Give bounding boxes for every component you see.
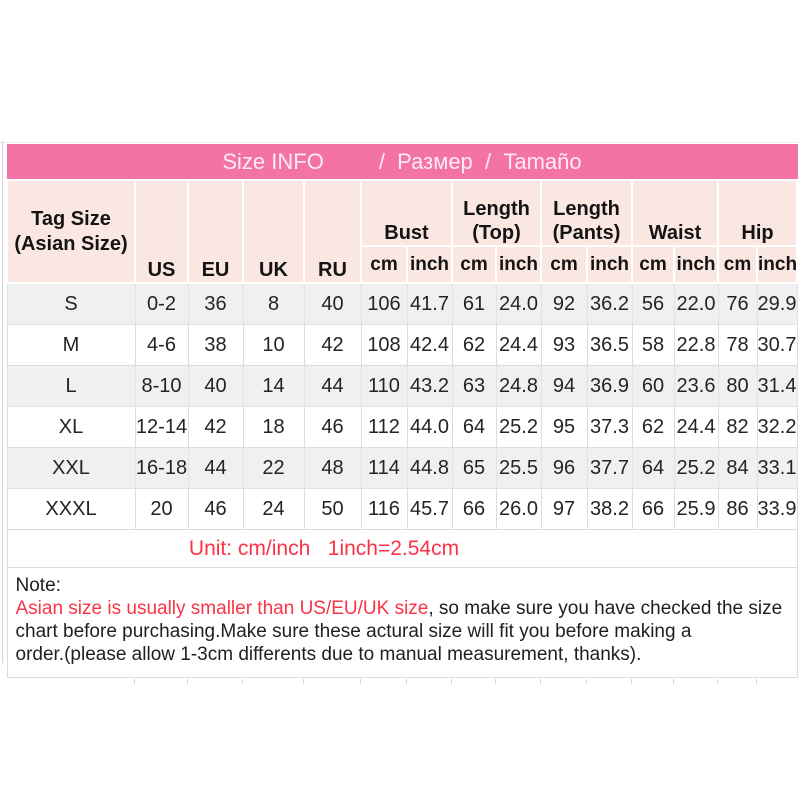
unit-header-cm: cm: [361, 246, 407, 283]
value-cell: 65: [452, 448, 496, 489]
value-cell: 24.4: [674, 407, 718, 448]
value-cell: 110: [361, 366, 407, 407]
unit-note-text: Unit: cm/inch 1inch=2.54cm: [188, 536, 460, 560]
value-cell: 56: [632, 283, 674, 325]
value-cell: 33.9: [757, 489, 797, 530]
unit-header-inch: inch: [587, 246, 632, 283]
size-cell: M: [7, 325, 135, 366]
note-line-3: order.(please allow 1-3cm differents due to manual measurement, thanks).: [15, 644, 642, 665]
value-cell: 36: [188, 283, 243, 325]
value-cell: 84: [718, 448, 757, 489]
value-cell: 80: [718, 366, 757, 407]
value-cell: 8: [243, 283, 304, 325]
value-cell: 63: [452, 366, 496, 407]
value-cell: 82: [718, 407, 757, 448]
value-cell: 43.2: [407, 366, 452, 407]
header-eu: EU: [188, 180, 243, 283]
value-cell: 22: [243, 448, 304, 489]
note-line-2: chart before purchasing.Make sure these actural size will fit you before making a: [15, 621, 692, 642]
value-cell: 32.2: [757, 407, 797, 448]
unit-header-inch: inch: [496, 246, 541, 283]
value-cell: 30.7: [757, 325, 797, 366]
value-cell: 10: [243, 325, 304, 366]
value-cell: 96: [541, 448, 587, 489]
size-row-m: [7, 325, 797, 366]
header-waist: Waist: [632, 180, 718, 246]
unit-header-inch: inch: [407, 246, 452, 283]
value-cell: 44.8: [407, 448, 452, 489]
size-cell: XXXL: [7, 489, 135, 530]
value-cell: 97: [541, 489, 587, 530]
table-title-text: Size INFO / Размер / Tamaño: [222, 149, 582, 174]
size-row-xxl: [7, 448, 797, 489]
value-cell: 25.9: [674, 489, 718, 530]
title-row: [7, 145, 797, 181]
size-row-s: [7, 283, 797, 325]
value-cell: 37.3: [587, 407, 632, 448]
note-line-1: [16, 597, 789, 620]
value-cell: 44.0: [407, 407, 452, 448]
value-cell: 37.7: [587, 448, 632, 489]
value-cell: 36.5: [587, 325, 632, 366]
size-cell: XXL: [7, 448, 135, 489]
value-cell: 31.4: [757, 366, 797, 407]
value-cell: 42: [304, 325, 361, 366]
tag-size-header: Tag Size (Asian Size): [7, 180, 135, 283]
size-row-xxxl: [7, 489, 797, 530]
value-cell: 46: [188, 489, 243, 530]
value-cell: 38: [188, 325, 243, 366]
value-cell: 62: [632, 407, 674, 448]
value-cell: 24: [243, 489, 304, 530]
size-row-xl: [7, 407, 797, 448]
value-cell: 61: [452, 283, 496, 325]
value-cell: 46: [304, 407, 361, 448]
value-cell: 60: [632, 366, 674, 407]
value-cell: 22.0: [674, 283, 718, 325]
header-ru: RU: [304, 180, 361, 283]
value-cell: 66: [632, 489, 674, 530]
value-cell: 44: [304, 366, 361, 407]
value-cell: 42: [188, 407, 243, 448]
unit-header-cm: cm: [718, 246, 757, 283]
sheet-gridline-top: [0, 142, 798, 143]
value-cell: 24.0: [496, 283, 541, 325]
size-table: [6, 144, 798, 678]
sheet-gridline-ticks: [6, 679, 796, 685]
unit-header-cm: cm: [452, 246, 496, 283]
unit-note-row: [7, 530, 797, 568]
value-cell: 64: [452, 407, 496, 448]
table-title: [7, 145, 797, 181]
value-cell: 16-18: [135, 448, 188, 489]
unit-header-inch: inch: [757, 246, 797, 283]
value-cell: 40: [188, 366, 243, 407]
value-cell: 25.2: [496, 407, 541, 448]
value-cell: 22.8: [674, 325, 718, 366]
value-cell: 0-2: [135, 283, 188, 325]
note-row: [7, 568, 797, 678]
value-cell: 36.2: [587, 283, 632, 325]
value-cell: 25.2: [674, 448, 718, 489]
value-cell: 45.7: [407, 489, 452, 530]
value-cell: 29.9: [757, 283, 797, 325]
value-cell: 112: [361, 407, 407, 448]
value-cell: 116: [361, 489, 407, 530]
value-cell: 4-6: [135, 325, 188, 366]
value-cell: 36.9: [587, 366, 632, 407]
value-cell: 44: [188, 448, 243, 489]
value-cell: 8-10: [135, 366, 188, 407]
sheet-gridline-left: [2, 141, 3, 663]
value-cell: 14: [243, 366, 304, 407]
value-cell: 41.7: [407, 283, 452, 325]
value-cell: 64: [632, 448, 674, 489]
value-cell: 92: [541, 283, 587, 325]
header-hip: Hip: [718, 180, 797, 246]
value-cell: 40: [304, 283, 361, 325]
note-line-1-rest: , so make sure you have checked the size: [428, 598, 783, 619]
value-cell: 58: [632, 325, 674, 366]
header-us: US: [135, 180, 188, 283]
value-cell: 12-14: [135, 407, 188, 448]
value-cell: 114: [361, 448, 407, 489]
note-label: Note:: [15, 575, 61, 596]
size-cell: S: [7, 283, 135, 325]
size-cell: L: [7, 366, 135, 407]
value-cell: 24.4: [496, 325, 541, 366]
value-cell: 25.5: [496, 448, 541, 489]
value-cell: 23.6: [674, 366, 718, 407]
header-uk: UK: [243, 180, 304, 283]
header-length-top: Length (Top): [452, 180, 541, 246]
value-cell: 95: [541, 407, 587, 448]
value-cell: 42.4: [407, 325, 452, 366]
size-cell: XL: [7, 407, 135, 448]
value-cell: 66: [452, 489, 496, 530]
header-bust: Bust: [361, 180, 452, 246]
value-cell: 76: [718, 283, 757, 325]
size-row-l: [7, 366, 797, 407]
value-cell: 108: [361, 325, 407, 366]
value-cell: 86: [718, 489, 757, 530]
value-cell: 78: [718, 325, 757, 366]
note-block: [7, 568, 797, 678]
value-cell: 50: [304, 489, 361, 530]
unit-header-cm: cm: [632, 246, 674, 283]
value-cell: 26.0: [496, 489, 541, 530]
note-highlight: Asian size is usually smaller than US/EU/UK size: [15, 598, 429, 619]
value-cell: 38.2: [587, 489, 632, 530]
value-cell: 48: [304, 448, 361, 489]
unit-header-cm: cm: [541, 246, 587, 283]
unit-header-inch: inch: [674, 246, 718, 283]
header-length-pants: Length (Pants): [541, 180, 632, 246]
value-cell: 62: [452, 325, 496, 366]
value-cell: 93: [541, 325, 587, 366]
value-cell: 106: [361, 283, 407, 325]
value-cell: 94: [541, 366, 587, 407]
value-cell: 24.8: [496, 366, 541, 407]
unit-note-cell: [7, 530, 797, 568]
value-cell: 33.1: [757, 448, 797, 489]
value-cell: 18: [243, 407, 304, 448]
size-chart-table: [6, 144, 796, 678]
value-cell: 20: [135, 489, 188, 530]
header-row-groups: [7, 180, 797, 246]
